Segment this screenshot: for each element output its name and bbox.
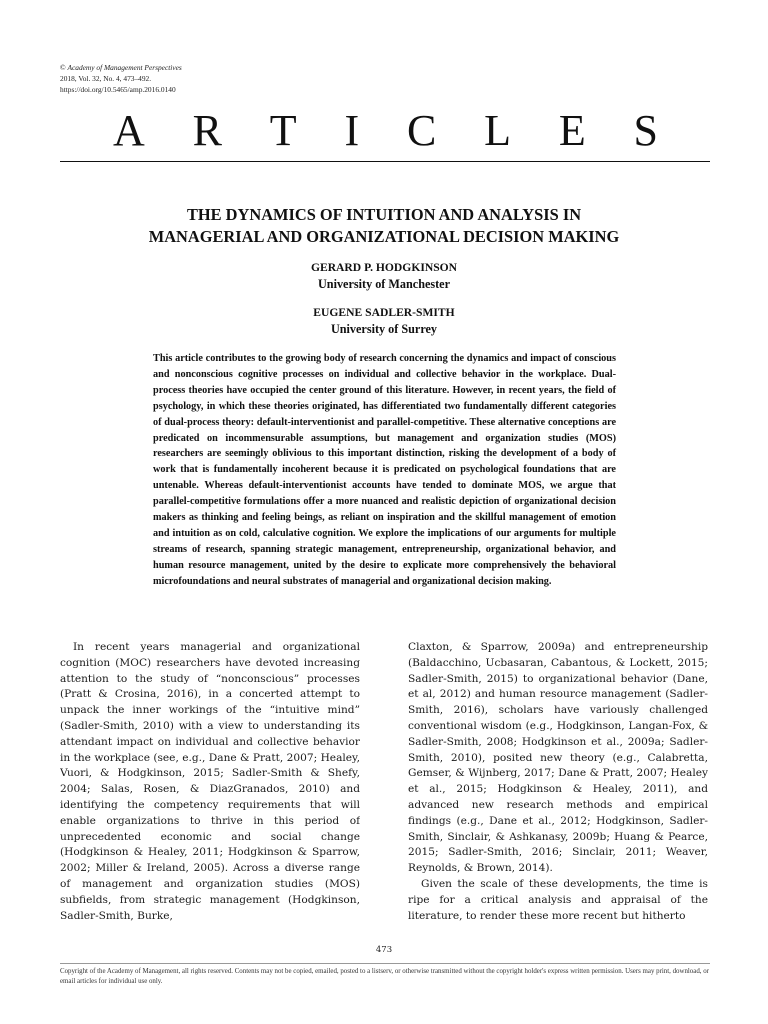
author-name: GERARD P. HODGKINSON — [310, 261, 458, 274]
section-letter: L — [484, 106, 511, 155]
body-paragraph: In recent years managerial and organizational cognition (MOC) researchers have devoted increasing attention to the study of “nonconscious” processes (Pratt & Crosina, 2016), in a concerted attempt to unpack the inner workings of the “intuitive mind” (Sadler-Smith, 2010) with a view to understanding its attendant impact on individual and collective behavior in the workplace (see, e.g., Dane & Pratt, 2007; Healey, Vuori, & Hodgkinson, 2015; Sadler-Smith & Shefy, 2004; Salas, Rosen, & DiazGranados, 2010) and identifying the competency requirements that will enable organizations to thrive in this period of unprecedented economic and social change (Hodgkinson & Healey, 2011; Hodgkinson & Sparrow, 2002; Miller & Ireland, 2005). Across a diverse range of management and organization studies (MOS) subfields, from strategic management (Hodgkinson, Sadler-Smith, Burke, — [60, 641, 360, 922]
journal-meta — [60, 62, 182, 95]
journal-name-line: © Academy of Management Perspectives — [60, 63, 182, 72]
body-column-right — [408, 640, 708, 930]
journal-name: Academy of Management Perspectives — [67, 63, 182, 72]
section-letter: C — [406, 106, 437, 155]
body-paragraph: Given the scale of these developments, the time is ripe for a critical analysis and appraisal of the literature, to render these more recent but hitherto — [408, 877, 708, 922]
body-paragraph-continued: Claxton, & Sparrow, 2009a) and entrepreneurship (Baldacchino, Ucbasaran, Cabantous, & Lockett, 2015; Sadler-Smith, 2015) to organizational behavior (Dane, et al, 2012) and human resource management (Sadler-Smith, 2016), scholars have variously challenged conventional wisdom (e.g., Hodgkinson, Langan-Fox, & Sadler-Smith, 2008; Hodgkinson et al., 2009a; Sadler-Smith, 2010), posited new theory (e.g., Calabretta, Gemser, & Wijnberg, 2017; Dane & Pratt, 2007; Healey et al., 2015; Hodgkinson & Healey, 2011), and advanced new research methods and empirical findings (e.g., Dane et al., 2012; Hodgkinson, Sadler-Smith, Sinclair, & Ashkanasy, 2009b; Huang & Pearce, 2015; Sadler-Smith, 2016; Sinclair, 2011; Weaver, Reynolds, & Brown, 2014). — [408, 641, 708, 875]
author-block — [180, 305, 588, 337]
abstract: This article contributes to the growing body of research concerning the dynamics and impact of conscious and nonconscious cognitive processes on individual and collective behavior in the workplace. Dual-process theories have occupied the center ground of this literature. However, in recent years, the field of psychology, in which these theories originated, has differentiated two fundamentally different categories of dual-process theory: default-interventionist and parallel-competitive. These alternative conceptions are predicated on incommensurable assumptions, but management and organization studies (MOS) researchers are seemingly oblivious to this important distinction, risking the development of a body of work that is fundamentally incoherent because it is predicated on psychological foundations that are untenable. Whereas default-interventionist accounts have tended to dominate MOS, we argue that parallel-competitive formulations offer a more nuanced and realistic depiction of organizational decision makers as thinking and feeling beings, as reliant on inspiration and the skillful management of emotion and intuition as on cold, calculative cognition. We explore the implications of our arguments for multiple streams of research, spanning strategic management, entrepreneurship, organizational behavior, and human resource management, united by the desire to explicate more comprehensively the behavioral microfoundations and neural substrates of managerial and organizational decision making. — [153, 353, 616, 587]
citation: 2018, Vol. 32, No. 4, 473–492. — [60, 74, 152, 83]
title-line: MANAGERIAL AND ORGANIZATIONAL DECISION MAKING — [148, 226, 620, 246]
section-letter: R — [192, 106, 222, 155]
article-title — [100, 204, 668, 247]
section-heading-articles — [113, 106, 658, 156]
section-divider — [60, 161, 710, 162]
section-letter: A — [113, 106, 145, 155]
section-letter: S — [633, 106, 658, 155]
title-line: THE DYNAMICS OF INTUITION AND ANALYSIS IN — [186, 205, 582, 224]
author-affiliation: University of Manchester — [318, 277, 450, 291]
author-affiliation: University of Surrey — [330, 322, 438, 336]
section-letter: E — [558, 106, 586, 155]
author-block — [180, 260, 588, 292]
section-letter: T — [269, 106, 297, 155]
copyright-notice: Copyright of the Academy of Management, all rights reserved. Contents may not be copied, emailed, posted to a listserv, or otherwise transmitted without the copyright holder's express written permission. Users may print, download, or email articles for individual use only. — [60, 963, 710, 987]
doi-link[interactable]: https://doi.org/10.5465/amp.2016.0140 — [60, 85, 176, 94]
section-letter: I — [344, 106, 360, 155]
page-number: 473 — [375, 945, 393, 955]
body-column-left — [60, 640, 360, 930]
author-name: EUGENE SADLER-SMITH — [313, 306, 455, 319]
